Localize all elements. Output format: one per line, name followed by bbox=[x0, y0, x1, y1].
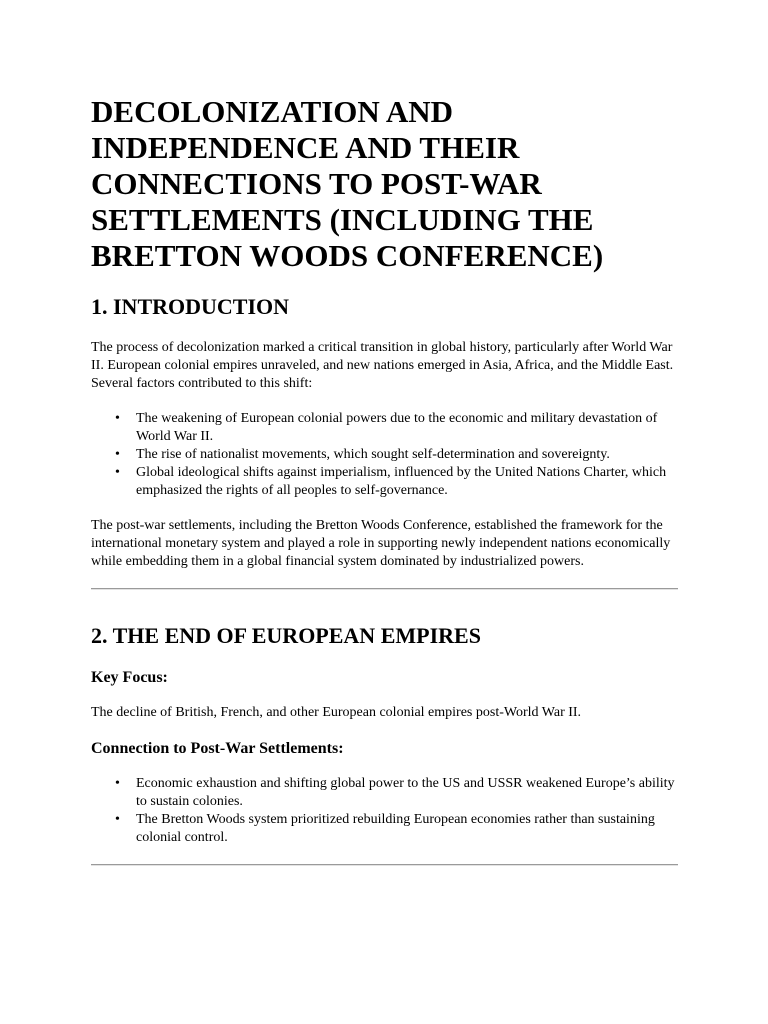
bullet-glyph: • bbox=[115, 447, 120, 462]
list-item bbox=[115, 811, 678, 847]
list-item-text: The weakening of European colonial powers due to the economic and military devastation of World War II. bbox=[136, 411, 658, 444]
connection-label: Connection to Post-War Settlements: bbox=[91, 740, 344, 757]
bullet-glyph: • bbox=[115, 776, 120, 791]
key-focus-text: The decline of British, French, and other European colonial empires post-World War II. bbox=[91, 705, 582, 720]
list-item-text: Economic exhaustion and shifting global power to the US and USSR weakened Europe’s ability to sustain colonies. bbox=[136, 776, 675, 809]
list-item bbox=[115, 775, 678, 811]
section-divider bbox=[91, 588, 678, 590]
section-2-bullet-list bbox=[91, 775, 678, 847]
section-1-closing: The post-war settlements, including the Bretton Woods Conference, established the framework for the international monetary system and played a role in supporting newly independent nations economically while embedding them in a global financial system dominated by industrialized powers. bbox=[91, 518, 671, 569]
list-item-text: The rise of nationalist movements, which sought self-determination and sovereignty. bbox=[136, 447, 610, 462]
section-1-intro: The process of decolonization marked a critical transition in global history, particularly after World War II. European colonial empires unraveled, and new nations emerged in Asia, Africa, and the Middle East. Several factors contributed to this shift: bbox=[91, 340, 674, 391]
bullet-glyph: • bbox=[115, 465, 120, 480]
bullet-glyph: • bbox=[115, 411, 120, 426]
list-item bbox=[115, 410, 678, 446]
section-1-bullet-list bbox=[91, 410, 678, 500]
key-focus-label: Key Focus: bbox=[91, 669, 168, 686]
document-title: DECOLONIZATION AND INDEPENDENCE AND THEIR CONNECTIONS TO POST-WAR SETTLEMENTS (INCLUDING THE BRETTON WOODS CONFERENCE) bbox=[91, 94, 604, 273]
section-1-heading: 1. INTRODUCTION bbox=[91, 294, 290, 319]
document-page bbox=[91, 94, 678, 866]
list-item-text: The Bretton Woods system prioritized rebuilding European economies rather than sustaining colonial control. bbox=[136, 812, 655, 845]
list-item-text: Global ideological shifts against imperialism, influenced by the United Nations Charter, which emphasized the rights of all peoples to self-governance. bbox=[136, 465, 667, 498]
section-2-heading: 2. THE END OF EUROPEAN EMPIRES bbox=[91, 623, 481, 648]
list-item bbox=[115, 464, 678, 500]
section-divider bbox=[91, 864, 678, 866]
bullet-glyph: • bbox=[115, 812, 120, 827]
list-item bbox=[115, 446, 678, 464]
